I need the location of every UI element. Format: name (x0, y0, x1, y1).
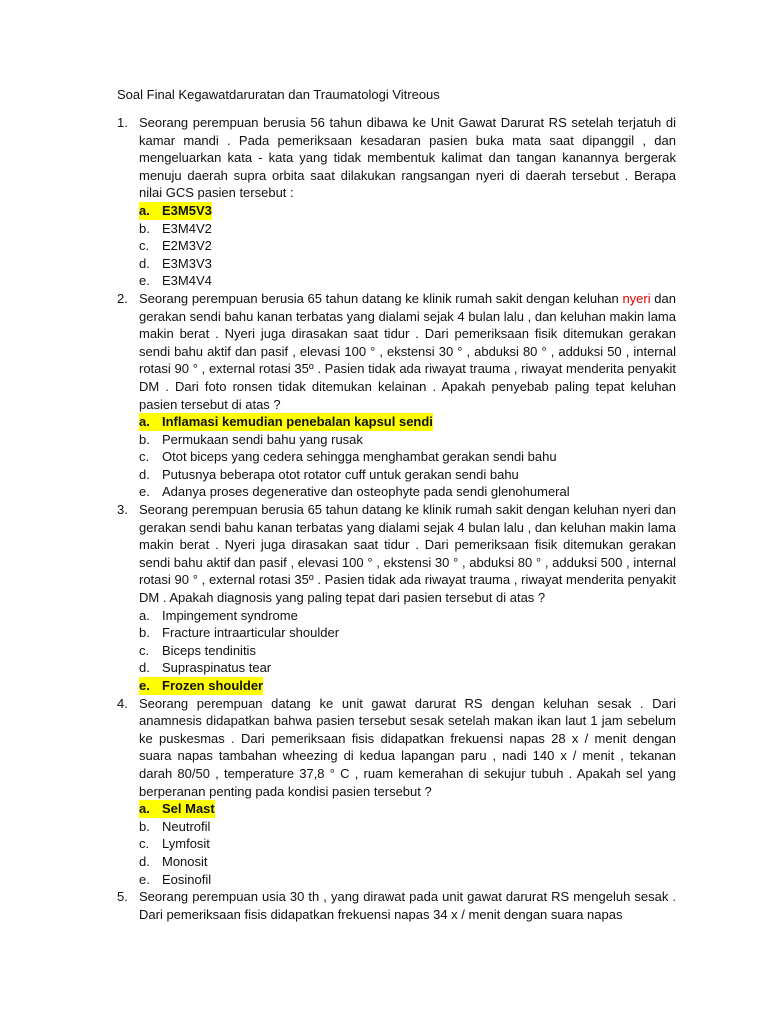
question-number: 5. (117, 889, 128, 905)
option-b (139, 220, 676, 238)
document-title: Soal Final Kegawatdaruratan dan Traumatologi Vitreous (117, 87, 440, 102)
option-list (139, 202, 676, 290)
option-letter: c. (139, 449, 150, 465)
option-text: E2M3V2 (162, 238, 212, 254)
option-text: Supraspinatus tear (162, 660, 272, 676)
option-text: E3M3V3 (162, 255, 212, 271)
question-number: 2. (117, 290, 128, 306)
option-letter: b. (139, 220, 150, 236)
option-list (139, 800, 676, 888)
question-number: 4. (117, 695, 128, 711)
question-4 (117, 695, 676, 889)
option-letter: a. (139, 800, 162, 818)
question-1 (117, 114, 676, 290)
question-text: Seorang perempuan datang ke unit gawat darurat RS dengan keluhan sesak . Dari anamnesis didapatkan bahwa pasien tersebut sesak setelah makan ikan laut 1 jam sebelum ke puskesmas . Dari pemeriksaan fisis didapatkan frekuensi napas 28 x / menit dengan suara napas tambahan wheezing di kedua lapangan paru , nadi 140 x / menit , tekanan darah 80/50 , temperature 37,8 ° C , ruam kemerahan di sekujur tubuh . Apakah sel yang berperanan penting pada kondisi pasien tersebut ? (139, 695, 676, 799)
option-text: E3M4V2 (162, 220, 212, 236)
question-text: Seorang perempuan usia 30 th , yang dirawat pada unit gawat darurat RS mengeluh sesak . Dari pemeriksaan fisis didapatkan frekuensi napas 34 x / menit dengan suara napas (139, 889, 676, 922)
option-text: Monosit (162, 853, 208, 869)
option-letter: d. (139, 660, 150, 676)
question-3 (117, 501, 676, 695)
option-d (139, 853, 676, 871)
option-c (139, 237, 676, 255)
option-b (139, 431, 676, 449)
option-text: Otot biceps yang cedera sehingga menghambat gerakan sendi bahu (162, 449, 557, 465)
option-letter: d. (139, 853, 150, 869)
option-text: Biceps tendinitis (162, 642, 256, 658)
option-letter: e. (139, 677, 162, 695)
question-text-part: Seorang perempuan berusia 65 tahun datang ke klinik rumah sakit dengan keluhan (139, 290, 623, 306)
option-b (139, 624, 676, 642)
option-a (139, 413, 676, 431)
question-number: 3. (117, 502, 128, 518)
option-text: Permukaan sendi bahu yang rusak (162, 431, 363, 447)
option-text: Impingement syndrome (162, 607, 298, 623)
option-letter: c. (139, 238, 150, 254)
option-letter: e. (139, 273, 150, 289)
question-text: Seorang perempuan berusia 65 tahun datang ke klinik rumah sakit dengan keluhan nyeri dan gerakan sendi bahu kanan terbatas yang dialami sejak 4 bulan lalu , dan keluhan makin lama makin berat . Nyeri juga dirasakan saat tidur . Dari pemeriksaan fisik ditemukan gerakan sendi bahu aktif dan pasif , elevasi 100 ° , ekstensi 30 ° , abduksi 80 ° , adduksi 500 , internal rotasi 90 ° , external rotasi 35º . Pasien tidak ada riwayat trauma , riwayat menderita penyakit DM . Apakah diagnosis yang paling tepat dari pasien tersebut di atas ? (139, 502, 676, 606)
question-text: Seorang perempuan berusia 56 tahun dibawa ke Unit Gawat Darurat RS setelah terjatuh di kamar mandi . Pada pemeriksaan kesadaran pasien buka mata saat dipanggil , dan mengeluarkan kata - kata yang tidak membentuk kalimat dan tangan kanannya bergerak menuju daerah supra orbita saat dilakukan rangsangan nyeri di daerah tersebut . Berapa nilai GCS pasien tersebut : (139, 115, 676, 201)
option-letter: a. (139, 413, 162, 431)
option-c (139, 835, 676, 853)
option-letter: c. (139, 836, 150, 852)
option-list (139, 607, 676, 695)
option-c (139, 642, 676, 660)
option-text: Eosinofil (162, 871, 212, 887)
option-e (139, 871, 676, 889)
question-text (139, 290, 676, 413)
option-text: Adanya proses degenerative dan osteophyte pada sendi glenohumeral (162, 484, 570, 500)
option-letter: c. (139, 642, 150, 658)
option-e (139, 483, 676, 501)
option-letter: e. (139, 484, 150, 500)
option-a (139, 800, 676, 818)
option-letter: a. (139, 202, 162, 220)
option-letter: b. (139, 818, 150, 834)
option-text: E3M5V3 (162, 202, 212, 218)
option-e (139, 272, 676, 290)
option-letter: a. (139, 607, 150, 623)
option-text: Fracture intraarticular shoulder (162, 625, 340, 641)
option-letter: b. (139, 431, 150, 447)
option-letter: d. (139, 466, 150, 482)
option-letter: b. (139, 625, 150, 641)
option-a (139, 607, 676, 625)
question-number: 1. (117, 115, 128, 130)
option-text: Inflamasi kemudian penebalan kapsul sendi (162, 414, 433, 430)
option-letter: d. (139, 255, 150, 271)
option-d (139, 659, 676, 677)
option-b (139, 818, 676, 836)
highlighted-keyword: nyeri (622, 290, 651, 306)
option-d (139, 255, 676, 273)
option-text: E3M4V4 (162, 273, 212, 289)
option-a (139, 202, 676, 220)
option-list (139, 413, 676, 501)
option-d (139, 466, 676, 484)
option-c (139, 448, 676, 466)
option-e (139, 677, 676, 695)
question-text-part: dan gerakan sendi bahu kanan terbatas yang dialami sejak 4 bulan lalu , dan keluhan makin lama makin berat . Nyeri juga dirasakan saat tidur . Dari pemeriksaan fisik ditemukan gerakan sendi bahu aktif dan pasif , elevasi 100 ° , ekstensi 30 ° , abduksi 80 ° , adduksi 50 , internal rotasi 90 ° , external rotasi 35º . Pasien tidak ada riwayat trauma , riwayat menderita penyakit DM . Dari foto ronsen tidak ditemukan kelainan . Apakah penyebab paling tepat keluhan pasien tersebut di atas ? (139, 290, 676, 412)
option-text: Frozen shoulder (162, 678, 264, 693)
question-2 (117, 290, 676, 501)
question-5 (117, 888, 676, 923)
option-text: Neutrofil (162, 818, 211, 834)
option-text: Lymfosit (162, 836, 210, 852)
option-letter: e. (139, 871, 150, 887)
option-text: Putusnya beberapa otot rotator cuff untuk gerakan sendi bahu (162, 466, 519, 482)
option-text: Sel Mast (162, 801, 215, 817)
